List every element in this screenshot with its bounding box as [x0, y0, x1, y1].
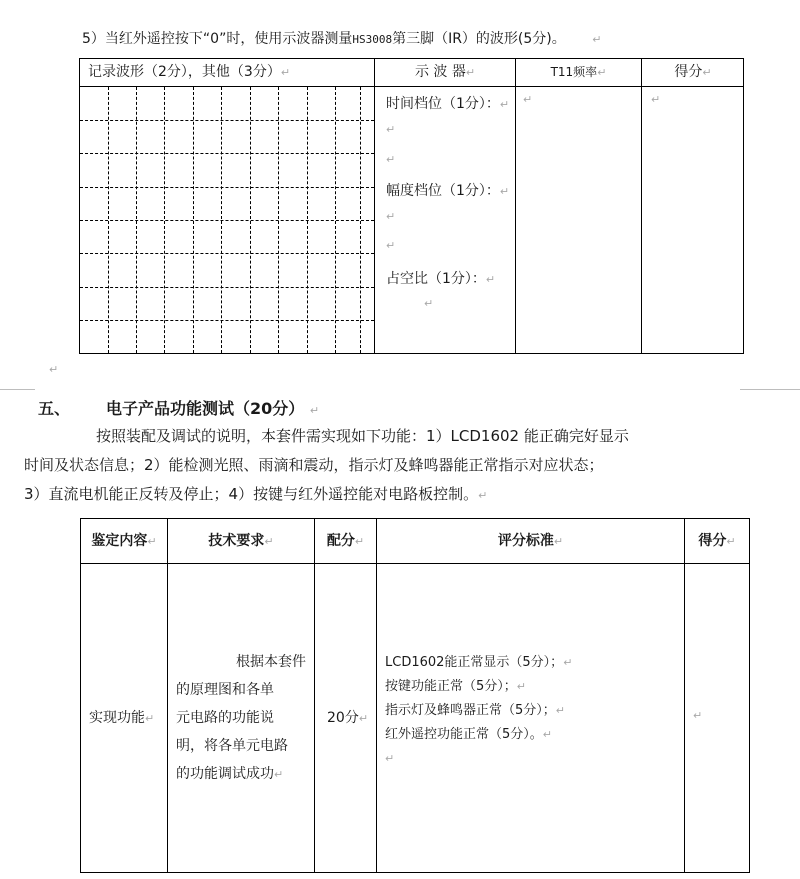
waveform-record-table — [79, 58, 744, 354]
header-score: 得分↵ — [674, 64, 712, 80]
score-cell: ↵ — [651, 93, 661, 106]
waveform-grid — [80, 87, 374, 353]
section-paragraph-line: 按照装配及调试的说明，本套件需实现如下功能：1）LCD1602 能正确完好显示 — [96, 427, 629, 445]
header-requirement: 技术要求↵ — [208, 533, 274, 549]
osc-blank-line: ↵ — [386, 210, 396, 223]
q5-prefix: 5）当红外遥控按下“0”时，使用示波器测量 — [82, 31, 353, 47]
header-t11-frequency: T11频率↵ — [550, 65, 607, 79]
osc-blank-line: ↵ — [386, 239, 396, 252]
q5-chip: HS3008 — [352, 33, 393, 46]
section-title: 电子产品功能测试（20分） — [106, 399, 305, 418]
section-number: 五、 — [38, 399, 71, 418]
section-paragraph-line: 3）直流电机能正反转及停止；4）按键与红外遥控能对电路板控制。↵ — [24, 485, 488, 503]
osc-time-division: 时间档位（1分）：↵ — [386, 96, 510, 112]
osc-blank-line: ↵ — [386, 153, 396, 166]
row-points-cell: 20分↵ — [327, 710, 369, 726]
paragraph-mark: ↵ — [592, 33, 602, 46]
section-heading: 五、 电子产品功能测试（20分） ↵ — [38, 396, 319, 419]
t11-frequency-cell: ↵ — [523, 93, 533, 106]
function-test-table — [80, 518, 750, 873]
row-criteria-cell: LCD1602能正常显示（5分）；↵ 按键功能正常（5分）；↵ 指示灯及蜂鸣器正常（5分）；↵ 红外遥控功能正常（5分）。↵ ↵ — [385, 655, 573, 765]
row-requirement-cell: 根据本套件 的原理图和各单 元电路的功能说 明，将各单元电路 的功能调试成功↵ — [176, 654, 306, 782]
question-5-text — [82, 28, 601, 48]
section-paragraph-line: 时间及状态信息；2）能检测光照、雨滴和震动，指示灯及蜂鸣器能正常指示对应状态； — [24, 456, 604, 474]
header-score: 得分↵ — [698, 533, 736, 549]
osc-amplitude-division: 幅度档位（1分）：↵ — [386, 183, 510, 199]
osc-blank-line: ↵ — [424, 297, 434, 310]
page-separator-left — [0, 389, 35, 390]
row-score-cell: ↵ — [693, 709, 703, 722]
header-oscilloscope: 示 波 器↵ — [414, 64, 476, 80]
paragraph-mark: ↵ — [49, 363, 59, 376]
osc-blank-line: ↵ — [386, 123, 396, 136]
row-content-cell: 实现功能↵ — [89, 710, 155, 726]
header-content: 鉴定内容↵ — [91, 533, 157, 549]
header-waveform: 记录波形（2分），其他（3分）↵ — [88, 64, 291, 80]
osc-duty-cycle: 占空比（1分）：↵ — [386, 271, 496, 287]
page-separator-right — [740, 389, 800, 390]
header-points: 配分↵ — [326, 533, 365, 549]
q5-suffix: 第三脚（IR）的波形(5分)。 — [392, 31, 566, 47]
header-criteria: 评分标准↵ — [497, 533, 564, 549]
